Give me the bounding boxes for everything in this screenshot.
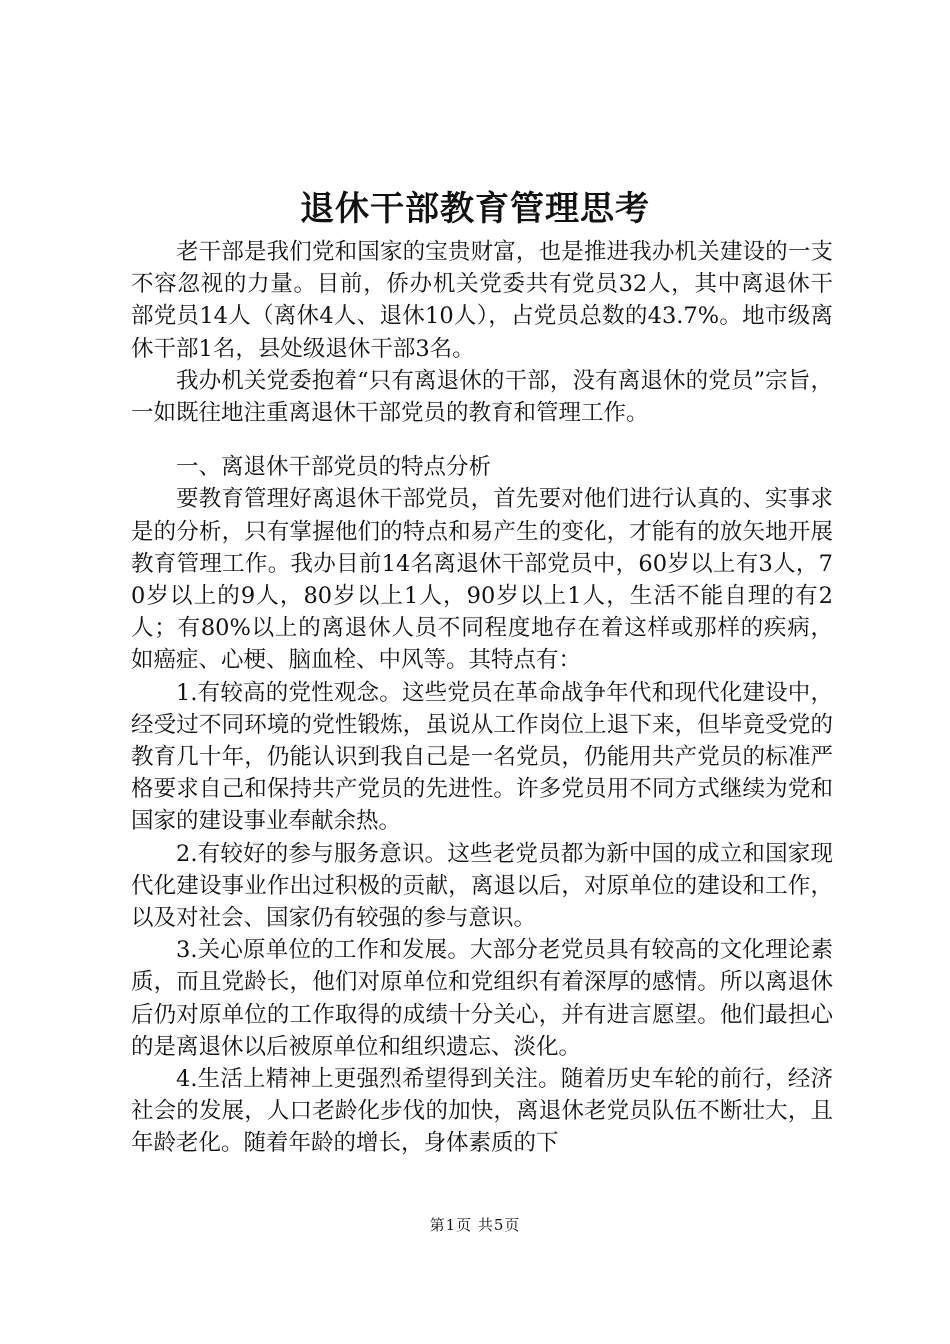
paragraph-intro: 老干部是我们党和国家的宝贵财富，也是推进我办机关建设的一支不容忽视的力量。目前，侨办机关党委共有党员32人，其中离退休干部党员14人（离休4人、退休10人），占党员总数的43.7%。地市级离休干部1名，县处级退休干部3名。	[131, 239, 833, 362]
section-heading: 一、离退休干部党员的特点分析	[176, 454, 492, 481]
paragraph-analysis: 要教育管理好离退休干部党员，首先要对他们进行认真的、实事求是的分析，只有掌握他们的特点和易产生的变化，才能有的放矢地开展教育管理工作。我办目前14名离退休干部党员中，60岁以上有3人，70岁以上的9人，80岁以上1人，90岁以上1人，生活不能自理的有2人；有80%以上的离退休人员不同程度地存在着这样或那样的疾病，如癌症、心梗、脑血栓、中风等。其特点有：	[131, 486, 833, 674]
paragraph-point-4: 4.生活上精神上更强烈希望得到关注。随着历史车轮的前行，经济社会的发展，人口老龄化步伐的加快，离退休老党员队伍不断壮大，且年龄老化。随着年龄的增长，身体素质的下	[131, 1066, 833, 1157]
paragraph-point-1: 1.有较高的党性观念。这些党员在革命战争年代和现代化建设中，经受过不同环境的党性锻炼，虽说从工作岗位上退下来，但毕竟受党的教育几十年，仍能认识到我自己是一名党员，仍能用共产党员的标准严格要求自己和保持共产党员的先进性。许多党员用不同方式继续为党和国家的建设事业奉献余热。	[131, 679, 833, 835]
document-body	[131, 236, 833, 1160]
page-footer: 第1页 共5页	[429, 1216, 521, 1234]
document-title: 退休干部教育管理思考	[300, 189, 650, 229]
paragraph-point-2: 2.有较好的参与服务意识。这些老党员都为新中国的成立和国家现代化建设事业作出过积极的贡献，离退以后，对原单位的建设和工作，以及对社会、国家仍有较强的参与意识。	[131, 840, 833, 932]
paragraph-point-3: 3.关心原单位的工作和发展。大部分老党员具有较高的文化理论素质，而且党龄长，他们对原单位和党组织有着深厚的感情。所以离退休后仍对原单位的工作取得的成绩十分关心，并有进言愿望。他们最担心的是离退休以后被原单位和组织遗忘、淡化。	[131, 937, 833, 1060]
paragraph-purpose: 我办机关党委抱着“只有离退休的干部，没有离退休的党员”宗旨，一如既往地注重离退休干部党员的教育和管理工作。	[131, 367, 833, 427]
